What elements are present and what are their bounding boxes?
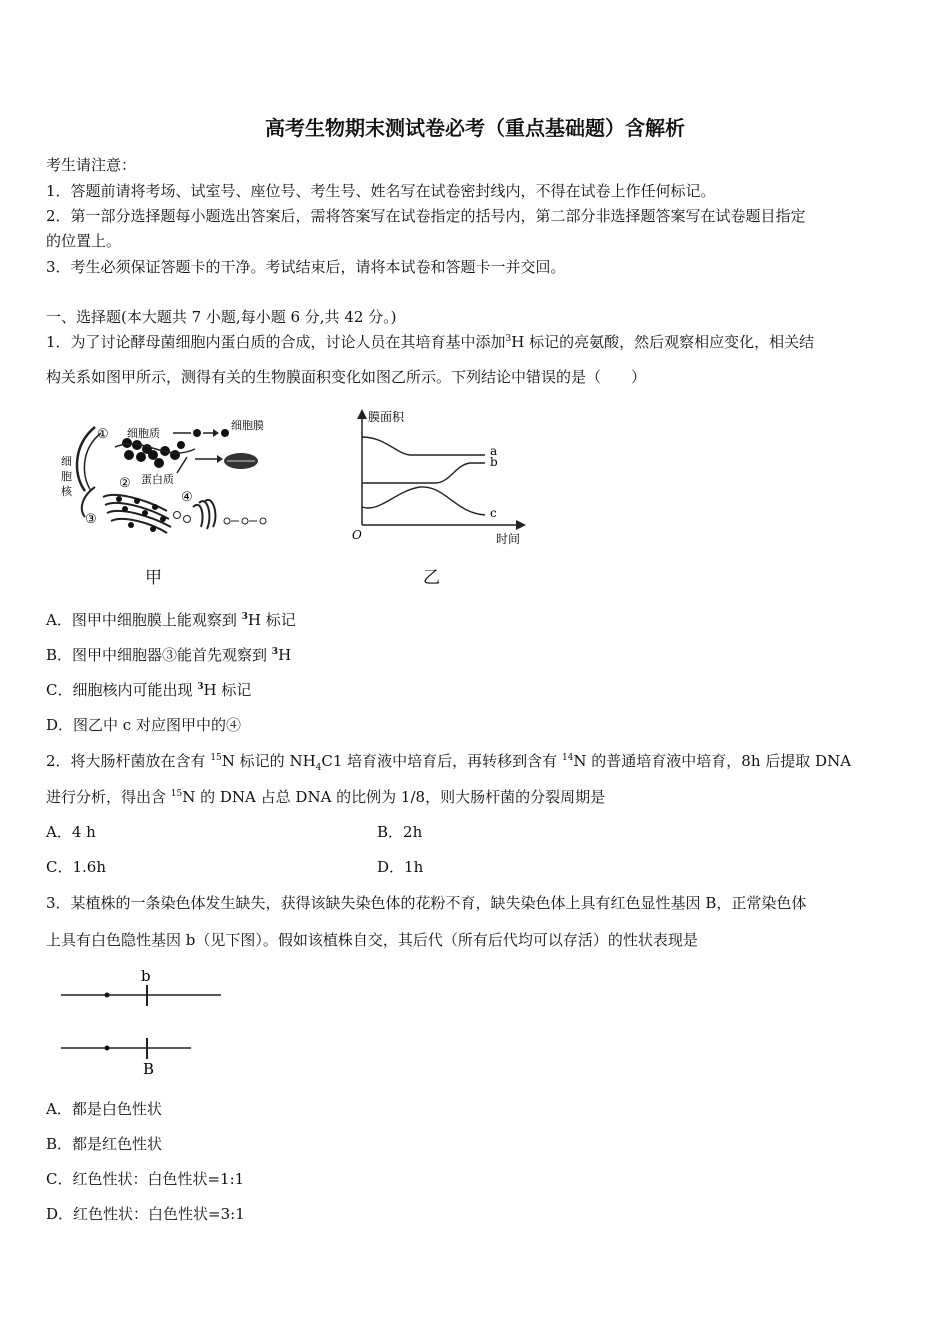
figure-jia-caption: 甲 bbox=[145, 568, 162, 588]
label-bao: 胞 bbox=[61, 470, 72, 483]
curve-b bbox=[362, 463, 485, 483]
q3-option-b[interactable]: B．都是红色性状 bbox=[46, 1135, 163, 1153]
q1-stem-line2: 构关系如图甲所示，测得有关的生物膜面积变化如图乙所示。下列结论中错误的是（ ） bbox=[46, 368, 647, 386]
q1-option-d[interactable]: D．图乙中 c 对应图甲中的④ bbox=[46, 716, 241, 734]
label-2: ② bbox=[119, 476, 131, 491]
q2-option-d[interactable]: D．1h bbox=[377, 858, 424, 876]
q1-stem-line1: 1．为了讨论酵母菌细胞内蛋白质的合成，讨论人员在其培育基中添加$^3$H 标记的亮氨酸，然后观察相应变化，相关结 bbox=[46, 333, 815, 351]
figure-jia bbox=[55, 415, 295, 545]
q3-stem-line1: 3．某植株的一条染色体发生缺失，获得该缺失染色体的花粉不育，缺失染色体上具有红色显性基因 B，正常染色体 bbox=[46, 894, 807, 912]
q1-option-a[interactable]: A．图甲中细胞膜上能观察到 $^3$H 标记 bbox=[46, 611, 296, 629]
label-cell-membrane: 细胞膜 bbox=[231, 419, 264, 432]
curve-a bbox=[362, 437, 485, 455]
label-b: b bbox=[490, 455, 498, 469]
q1-option-b[interactable]: B．图甲中细胞器③能首先观察到 $^3$H bbox=[46, 646, 292, 664]
label-protein: 蛋白质 bbox=[141, 473, 174, 486]
label-4: ④ bbox=[181, 490, 193, 505]
notice-item-3: 3．考生必须保证答题卡的干净。考试结束后，请将本试卷和答题卡一并交回。 bbox=[46, 258, 566, 276]
notice-item-1: 1．答题前请将考场、试室号、座位号、考生号、姓名写在试卷密封线内，不得在试卷上作任何标记。 bbox=[46, 182, 716, 200]
label-c: c bbox=[490, 506, 497, 520]
notice-item-2: 2．第一部分选择题每小题选出答案后，需将答案写在试卷指定的括号内，第二部分非选择题答案写在试卷题目指定 bbox=[46, 207, 806, 225]
q2-option-c[interactable]: C．1.6h bbox=[46, 858, 106, 876]
curve-c bbox=[362, 487, 485, 515]
q3-option-c[interactable]: C．红色性状：白色性状=1:1 bbox=[46, 1170, 245, 1188]
label-1: ① bbox=[97, 427, 109, 442]
section-heading: 一、选择题(本大题共 7 小题,每小题 6 分,共 42 分。) bbox=[46, 308, 397, 326]
label-a: a bbox=[490, 444, 498, 458]
notice-heading: 考生请注意： bbox=[46, 156, 137, 174]
q2-option-b[interactable]: B．2h bbox=[377, 823, 423, 841]
q2-stem-line2: 进行分析，得出含 $^{15}$N 的 DNA 占总 DNA 的比例为 1/8，则大肠杆菌的分裂周期是 bbox=[46, 788, 606, 806]
q1-option-c[interactable]: C．细胞核内可能出现 $^3$H 标记 bbox=[46, 681, 252, 699]
yi-ylabel: 膜面积 bbox=[368, 410, 405, 424]
figure-yi-caption: 乙 bbox=[423, 568, 440, 588]
q2-option-a[interactable]: A．4 h bbox=[46, 823, 96, 841]
label-3: ③ bbox=[85, 512, 97, 527]
label-he: 核 bbox=[61, 485, 72, 498]
page-title: 高考生物期末测试卷必考（重点基础题）含解析 bbox=[265, 116, 685, 140]
notice-item-2-cont: 的位置上。 bbox=[46, 232, 122, 250]
label-cytoplasm: 细胞质 bbox=[127, 427, 160, 440]
gene-b-label: b bbox=[141, 967, 151, 985]
q3-stem-line2: 上具有白色隐性基因 b（见下图）。假如该植株自交，其后代（所有后代均可以存活）的性状表现是 bbox=[46, 931, 698, 949]
yi-origin: O bbox=[352, 528, 362, 542]
figure-yi bbox=[340, 405, 540, 550]
figure-chromosomes bbox=[55, 962, 230, 1082]
q3-option-a[interactable]: A．都是白色性状 bbox=[46, 1100, 162, 1118]
label-xi: 细 bbox=[61, 455, 72, 468]
yi-xlabel: 时间 bbox=[496, 532, 521, 546]
q3-option-d[interactable]: D．红色性状：白色性状=3:1 bbox=[46, 1205, 245, 1223]
gene-B-label: B bbox=[143, 1060, 155, 1078]
q2-stem-line1: 2．将大肠杆菌放在含有 $^{15}$N 标记的 $NH_4C1$ 培育液中培育后，再转移到含有 $^{14}$N 的普通培育液中培育，8h 后提取 DNA bbox=[46, 752, 852, 773]
